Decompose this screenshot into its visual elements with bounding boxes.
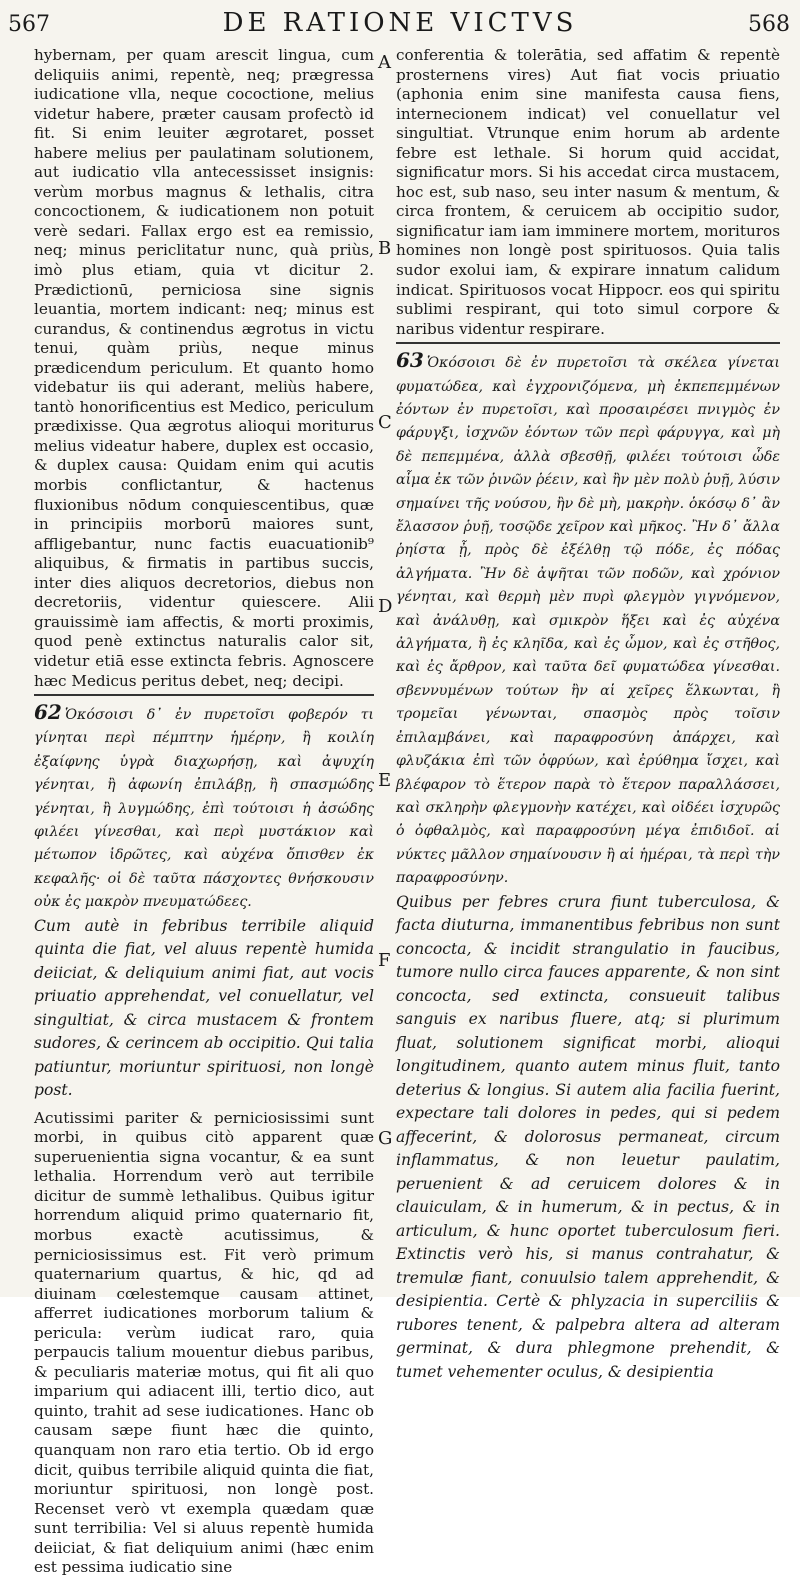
right-paragraph-1: conferentia & tolerātia, sed affatim & repentè prosternens vires) Aut fiat vocis priuatio (aphonia enim sine manifesta causa fiens, internecionem indicat) vel conuellatur vel singultiat. Vtrunque enim horum ab ardente febre est lethale. Si horum quid accidat, significatur mors. Si his accedat circa mustacem, hoc est, sub naso, seu inter nasum & mentum, & circa frontem, & ceruicem ab occipitio sudor, significatur iam iam imminere mortem, morituros homines non longè post spirituosos. Quia talis sudor exolui iam, & expirare innatum calidum indicat. Spirituosos vocat Hippocr. eos qui spiritu sublimi respirant, qui toto simul corpore & naribus videntur respirare. (396, 46, 780, 338)
right-greek-text (396, 349, 780, 890)
right-column (396, 46, 780, 1381)
margin-letter-g: G (378, 1128, 393, 1149)
section-divider (34, 694, 374, 696)
left-paragraph-1: hybernam, per quam arescit lingua, cum deliquiis animi, repentè, neq; prægressa iudicatione vlla, neque cococtione, melius videtur habere, præter causam profectò id fit. Si enim leuiter ægrotaret, posset habere melius per paulatinam solutionem, aut iudicatio vlla antecessisset insignis: verùm morbus magnus & lethalis, citra concoctionem, & iudicationem non potuit verè sedari. Fallax ergo est ea remissio, neq; minus periclitatur nunc, quà priùs, imò plus etiam, quia vt dicitur 2. Prædictionū, perniciosa sine signis leuantia, mortem indicant: neq; minus est curandus, & continendus ægrotus in victu tenui, quàm priùs, neque minus prædicendum periculum. Et quanto homo videbatur iis qui aderant, meliùs habere, tantò honorificentius est Medico, periculum prædixisse. Qua ægrotus alioqui moriturus melius videatur habere, duplex est occasio, & duplex causa: Quidam enim qui acutis morbis conflictantur, & hactenus fluxionibus nōdum conquiescentibus, quæ in principiis morborū maiores sunt, affligebantur, nunc factis euacuationib⁹ aliquibus, & firmatis in partibus succis, inter dies aliquos decretorios, diebus non decretoriis, videntur quiescere. Alii grauissimè iam affectis, & morti proximis, quod penè extinctus naturalis calor sit, videtur etiā esse extincta febris. Agnoscere hæc Medicus peritus debet, neq; decipi. (34, 46, 374, 690)
margin-letter-a: A (378, 52, 391, 73)
section-number-62: 62 (34, 700, 62, 725)
left-paragraph-2: Acutissimi pariter & perniciosissimi sunt morbi, in quibus citò apparent quæ superuenientia signa vocantur, & ea sunt lethalia. Horrendum verò aut terribile dicitur de summè lethalibus. Quibus igitur horrendum aliquid primo quaternario fit, morbus exactè acutissimus, & perniciosissimus est. Fit verò primum quaternarium quartus, & hic, qd ad diuinam cœlestemque causam attinet, afferret iudicationes morborum talium & pericula: verùm iudicat raro, quia perpaucis talium mouentur diebus paribus, & peculiaris materiæ motus, qui fit ali quo imparium qui adiacent illi, tertio dico, aut quinto, trahit ad sese iudicationes. Hanc ob causam sæpe fiunt hæc die quinto, quanquam non raro etia tertio. Ob id ergo dicit, quibus terribile aliquid quinta die fiat, moriuntur spirituosi, non longè post. Recenset verò vt exempla quædam quæ sunt terribilia: Vel si aluus repentè humida deiiciat, & fiat deliquium animi (hæc enim est pessima iudicatio sine (34, 1108, 374, 1577)
margin-letter-c: C (378, 412, 392, 433)
margin-letter-f: F (378, 950, 391, 971)
left-greek-text (34, 701, 374, 915)
left-column (34, 46, 374, 1577)
right-greek-body: Ὁκόσοισι δὲ ἐν πυρετοῖσι τὰ σκέλεα γίνεται φυματώδεα, καὶ ἐγχρονιζόμενα, μὴ ἐκπεπεμμένων ἐόντων ἐν πυρετοῖσι, καὶ προσαιρέσει πνιγμὸς ἐν φάρυγξι, ἰσχνῶν ἐόντων τῶν περὶ φάρυγγα, καὶ μὴ δὲ πεπεμμένα, ἀλλὰ σβεσθῇ, φιλέει τούτοισι ὧδε αἷμα ἐκ τῶν ῥινῶν ῥέειν, καὶ ἢν μὲν πολὺ ῥυῇ, λύσιν σημαίνει τῆς νούσου, ἢν δὲ μὴ, μακρὴν. ὁκόσῳ δ᾽ ἂν ἔλασσον ῥυῇ, τοσῷδε χεῖρον καὶ μῆκος. Ἢν δ᾽ ἄλλα ῥηίστα ᾖ, πρὸς δὲ ἐξέλθῃ τῷ πόδε, ἐς πόδας ἀλγήματα. Ἢν δὲ ἀψῆται τῶν ποδῶν, καὶ χρόνιον γένηται, καὶ θερμὴ μὲν πυρὶ φλεγμὸν γιγνόμενον, καὶ ἀνάλυθῃ, καὶ σμικρὸν ἥξει καὶ ἐς αὐχένα ἀλγήματα, ἢ ἐς κληῖδα, καὶ ἐς ὦμον, καὶ ἐς στῆθος, καὶ ἐς ἄρθρον, καὶ ταῦτα δεῖ φυματώδεα γίνεσθαι. σβεννυμένων τούτων ἢν αἱ χεῖρες ἕλκωνται, ἢ τρομεῖαι γένωνται, σπασμὸς πρὸς τοῖσιν ἐπιλαμβάνει, καὶ παραφροσύνη ἀπάρχει, καὶ φλυζάκια ἐπὶ τῶν ὀφρύων, καὶ ἐρύθημα ἴσχει, καὶ βλέφαρον τὸ ἕτερον παρὰ τὸ ἕτερον παραλλάσσει, καὶ σκληρὴν φλεγμονὴν κατέχει, καὶ οἰδέει ἰσχυρῶς ὁ ὀφθαλμὸς, καὶ παραφροσύνη μέγα ἐπιδιδοῖ. αἱ νύκτες μᾶλλον σημαίνουσιν ἢ αἱ ἡμέραι, τὰ περὶ τὴν παραφροσύνην. (396, 355, 780, 887)
section-divider (396, 342, 780, 344)
right-page-number: 568 (748, 12, 790, 37)
margin-letter-b: B (378, 238, 392, 259)
margin-letter-d: D (378, 596, 393, 617)
right-latin-translation: Quibus per febres crura fiunt tuberculosa, & facta diuturna, immanentibus febribus non sunt concocta, & incidit strangulatio in faucibus, tumore nullo circa fauces apparente, & non sint concocta, sed extincta, consueuit talibus sanguis ex naribus fluere, atq; si plurimum fluat, solutionem significat morbi, alioqui longitudinem, quanto autem minus fluit, tanto deterius & longius. Si autem alia facilia fuerint, expectare tali dolores in pedes, qui si pedem affecerint, & dolorosus permaneat, circum inflammatus, & non leuetur paulatim, peruenient & ad ceruicem dolores & in clauiculam, & in humerum, & in pectus, & in articulum, & hunc oportet tuberculosum fieri. Extinctis verò his, si manus contrahatur, & tremulæ fiant, conuulsio talem apprehendit, & desipientia. Certè & phlyzacia in superciliis & rubores tenent, & palpebra altera ad alteram germinat, & dura phlegmone prehendit, & tumet vehementer oculus, & desipientia (396, 892, 780, 1381)
left-greek-body: Ὁκόσοισι δ᾽ ἐν πυρετοῖσι φοβερόν τι γίνηται περὶ πέμπτην ἡμέρην, ἢ κοιλίη ἐξαίφνης ὑγρὰ διαχωρήσῃ, καὶ ἀψυχίη γένηται, ἢ ἀφωνίη ἐπιλάβῃ, ἢ σπασμώδης γένηται, ἢ λυγμώδης, ἐπὶ τούτοισι ἡ ἀσώδης φιλέει γίνεσθαι, καὶ περὶ μυστάκιον καὶ μέτωπον ἱδρῶτες, καὶ αὐχένα ὄπισθεν ἐκ κεφαλῆς· οἱ δὲ ταῦτα πάσχοντες θνήσκουσιν οὐκ ἐς μακρὸν πνευματώδεες. (34, 707, 374, 911)
margin-letter-e: E (378, 770, 392, 791)
left-latin-translation: Cum autè in febribus terribile aliquid quinta die fiat, vel aluus repentè humida deiiciat, & deliquium animi fiat, aut vocis priuatio apprehendat, vel conuellatur, vel singultiat, & circa mustacem & frontem sudores, & cerincem ab occipitio. Qui talia patiuntur, moriuntur spirituosi, non longè post. (34, 916, 374, 1100)
left-page-number: 567 (8, 12, 50, 37)
running-title: DE RATIONE VICTVS (222, 8, 578, 38)
page-header (0, 8, 800, 42)
section-number-63: 63 (396, 348, 424, 373)
